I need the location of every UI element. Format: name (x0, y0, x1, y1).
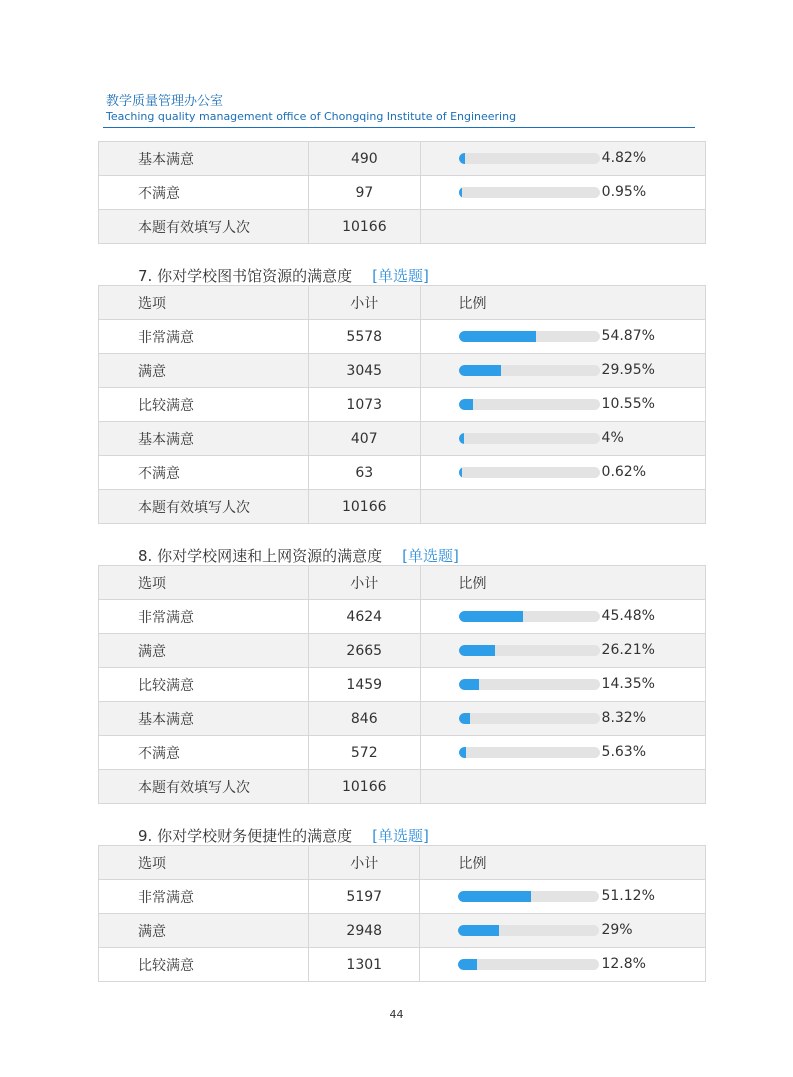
option-label: 非常满意 (99, 320, 309, 354)
percent-label: 45.48% (601, 608, 655, 624)
column-header-count: 小计 (308, 566, 420, 600)
total-label: 本题有效填写人次 (99, 770, 309, 804)
progress-track (459, 611, 600, 622)
progress-track (458, 891, 599, 902)
ratio-cell (420, 456, 705, 490)
ratio-cell (420, 388, 705, 422)
progress-fill (459, 331, 536, 342)
progress-track (459, 331, 600, 342)
count-value: 4624 (308, 600, 420, 634)
progress-fill (459, 611, 523, 622)
question-title-text: 9. 你对学校财务便捷性的满意度 (138, 827, 353, 845)
ratio-cell (420, 948, 706, 982)
option-label: 比较满意 (99, 388, 309, 422)
total-label: 本题有效填写人次 (99, 490, 309, 524)
progress-track (459, 153, 600, 164)
count-value: 97 (309, 176, 421, 210)
table-row (99, 320, 706, 354)
ratio-cell (420, 142, 705, 176)
column-header-option: 选项 (99, 286, 309, 320)
option-label: 非常满意 (99, 880, 309, 914)
table-row (99, 354, 706, 388)
count-value: 63 (308, 456, 420, 490)
count-value: 846 (308, 702, 420, 736)
table-row (99, 914, 706, 948)
table-row (99, 456, 706, 490)
percent-label: 54.87% (601, 328, 655, 344)
ratio-cell (420, 736, 705, 770)
progress-fill (459, 187, 462, 198)
header-title: 教学质量管理办公室 (106, 94, 224, 109)
table-q9 (98, 845, 706, 982)
table-row (99, 736, 706, 770)
count-value: 407 (308, 422, 420, 456)
percent-label: 51.12% (601, 888, 655, 904)
percent-label: 29.95% (601, 362, 655, 378)
column-header-ratio: 比例 (420, 846, 706, 880)
question-9-title (138, 825, 429, 846)
table-row (99, 600, 706, 634)
percent-label: 0.95% (601, 184, 647, 200)
count-value: 5578 (308, 320, 420, 354)
question-type-tag: [单选题] (402, 547, 459, 565)
ratio-cell (420, 320, 705, 354)
option-label: 不满意 (99, 736, 309, 770)
count-value: 1073 (308, 388, 420, 422)
empty-cell (420, 770, 705, 804)
total-row (99, 770, 706, 804)
total-row (99, 210, 706, 244)
progress-fill (458, 959, 476, 970)
percent-label: 10.55% (601, 396, 655, 412)
total-label: 本题有效填写人次 (99, 210, 309, 244)
progress-track (459, 747, 600, 758)
count-value: 1459 (308, 668, 420, 702)
percent-label: 29% (601, 922, 633, 938)
progress-track (459, 713, 600, 724)
progress-fill (458, 891, 530, 902)
total-value: 10166 (309, 210, 421, 244)
progress-track (459, 399, 600, 410)
progress-track (458, 925, 599, 936)
option-label: 比较满意 (99, 948, 309, 982)
option-label: 基本满意 (99, 142, 309, 176)
table-header-row (99, 846, 706, 880)
column-header-count: 小计 (308, 846, 420, 880)
progress-track (458, 959, 599, 970)
option-label: 满意 (99, 914, 309, 948)
column-header-count: 小计 (308, 286, 420, 320)
ratio-cell (420, 634, 705, 668)
empty-cell (420, 210, 705, 244)
column-header-option: 选项 (99, 566, 309, 600)
progress-fill (459, 679, 479, 690)
column-header-ratio: 比例 (420, 566, 705, 600)
ratio-cell (420, 354, 705, 388)
ratio-cell (420, 422, 705, 456)
table-q8 (98, 565, 706, 804)
table-row (99, 702, 706, 736)
percent-label: 4.82% (601, 150, 647, 166)
count-value: 1301 (308, 948, 420, 982)
progress-fill (459, 365, 501, 376)
progress-fill (459, 747, 467, 758)
option-label: 比较满意 (99, 668, 309, 702)
progress-track (459, 187, 600, 198)
progress-track (459, 679, 600, 690)
table-q6-continued (98, 141, 706, 244)
progress-track (459, 645, 600, 656)
total-row (99, 490, 706, 524)
percent-label: 0.62% (601, 464, 647, 480)
table-header-row (99, 286, 706, 320)
option-label: 满意 (99, 634, 309, 668)
ratio-cell (420, 668, 705, 702)
progress-fill (459, 399, 474, 410)
progress-track (459, 467, 600, 478)
question-8-title (138, 545, 459, 566)
option-label: 基本满意 (99, 422, 309, 456)
count-value: 490 (309, 142, 421, 176)
progress-fill (459, 467, 462, 478)
question-title-text: 8. 你对学校网速和上网资源的满意度 (138, 547, 383, 565)
table-header-row (99, 566, 706, 600)
count-value: 5197 (308, 880, 420, 914)
empty-cell (420, 490, 705, 524)
option-label: 不满意 (99, 456, 309, 490)
progress-fill (459, 713, 471, 724)
table-row (99, 388, 706, 422)
table-row (99, 880, 706, 914)
option-label: 基本满意 (99, 702, 309, 736)
progress-fill (459, 645, 496, 656)
column-header-ratio: 比例 (420, 286, 705, 320)
table-row (99, 176, 706, 210)
page-number: 44 (389, 1008, 404, 1021)
question-type-tag: [单选题] (372, 827, 429, 845)
column-header-option: 选项 (99, 846, 309, 880)
header-divider (103, 127, 695, 128)
total-value: 10166 (308, 770, 420, 804)
table-q7 (98, 285, 706, 524)
header-subtitle: Teaching quality management office of Chongqing Institute of Engineering (106, 110, 517, 123)
percent-label: 8.32% (601, 710, 647, 726)
percent-label: 12.8% (601, 956, 646, 972)
count-value: 2948 (308, 914, 420, 948)
ratio-cell (420, 176, 705, 210)
percent-label: 14.35% (601, 676, 655, 692)
percent-label: 5.63% (601, 744, 647, 760)
option-label: 不满意 (99, 176, 309, 210)
total-value: 10166 (308, 490, 420, 524)
percent-label: 26.21% (601, 642, 655, 658)
option-label: 非常满意 (99, 600, 309, 634)
progress-fill (458, 925, 499, 936)
option-label: 满意 (99, 354, 309, 388)
progress-fill (459, 433, 465, 444)
table-row (99, 948, 706, 982)
ratio-cell (420, 702, 705, 736)
percent-label: 4% (601, 430, 624, 446)
count-value: 2665 (308, 634, 420, 668)
question-title-text: 7. 你对学校图书馆资源的满意度 (138, 267, 353, 285)
progress-track (459, 365, 600, 376)
table-row (99, 668, 706, 702)
progress-fill (459, 153, 466, 164)
count-value: 572 (308, 736, 420, 770)
ratio-cell (420, 600, 705, 634)
count-value: 3045 (308, 354, 420, 388)
ratio-cell (420, 914, 706, 948)
table-row (99, 142, 706, 176)
table-row (99, 422, 706, 456)
question-7-title (138, 265, 429, 286)
question-type-tag: [单选题] (372, 267, 429, 285)
ratio-cell (420, 880, 706, 914)
table-row (99, 634, 706, 668)
progress-track (459, 433, 600, 444)
